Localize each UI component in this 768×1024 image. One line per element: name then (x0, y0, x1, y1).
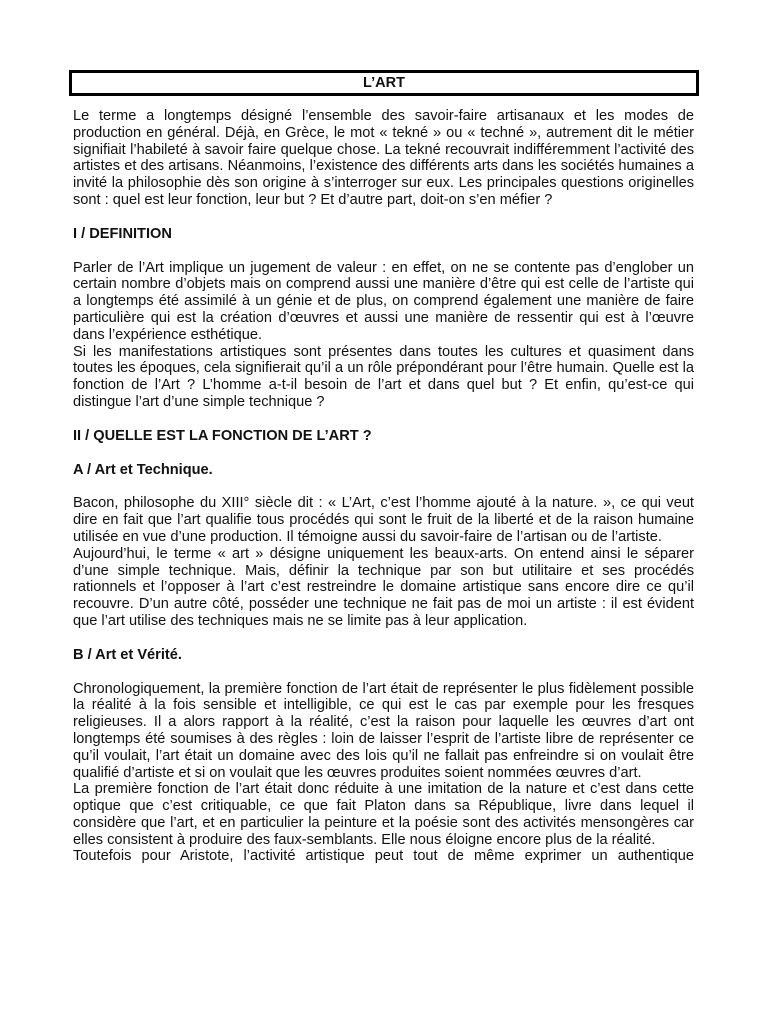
section-heading-definition: I / DEFINITION (73, 225, 172, 242)
subsection-heading-art-technique: A / Art et Technique. (73, 461, 213, 478)
art-technique-paragraph-1: Bacon, philosophe du XIII° siècle dit : « L’Art, c’est l’homme ajouté à la nature. », ce qui veut dire en fait que l’art qualifie tous procédés qui sont le fruit de la liberté et de la raison humaine utilisée en vue d’une production. Il témoigne aussi du savoir-faire de l’artisan ou de l’artiste. (73, 495, 694, 545)
spacer (73, 478, 694, 495)
spacer (73, 411, 694, 428)
section-heading-function: II / QUELLE EST LA FONCTION DE L’ART ? (73, 427, 372, 444)
page-title: L’ART (69, 70, 699, 96)
spacer (73, 445, 694, 462)
art-verite-paragraph-1: Chronologiquement, la première fonction de l’art était de représenter le plus fidèlement possible la réalité à la fois sensible et intelligible, ce qui est le cas par exemple pour les fresques religieuses. Il a alors rapport à la réalité, c’est la raison pour laquelle les œuvres d’art ont longtemps été soumises à des règles : loin de laisser l’esprit de l’artiste libre de représenter ce qu’il voulait, l’art était un domaine avec des lois qu’il ne fallait pas enfreindre si on voulait être qualifié d’artiste et si on voulait que les œuvres produites soient nommées œuvres d’art. (73, 680, 694, 781)
art-verite-paragraph-2: La première fonction de l’art était donc réduite à une imitation de la nature et c’est dans cette optique que c’est critiquable, ce que fait Platon dans sa République, livre dans lequel il considère que l’art, et en particulier la peinture et la poésie sont des activités mensongères car elles consistent à produire des faux-semblants. Elle nous éloigne encore plus de la réalité. (73, 781, 694, 848)
intro-paragraph: Le terme a longtemps désigné l’ensemble des savoir-faire artisanaux et les modes de production en général. Déjà, en Grèce, le mot « tekné » ou « techné », autrement dit le métier signifiait l’habileté à savoir faire quelque chose. La tekné recouvrait indifféremment l’activité des artistes et des artisans. Néanmoins, l’existence des différents arts dans les sociétés humaines a invité la philosophie dès son origine à s’interroger sur eux. Les principales questions originelles sont : quel est leur fonction, leur but ? Et d’autre part, doit-on s’en méfier ? (73, 108, 694, 208)
art-technique-paragraph-2: Aujourd’hui, le terme « art » désigne uniquement les beaux-arts. On entend ainsi le séparer d’une simple technique. Mais, définir la technique par son but utilitaire et ses procédés rationnels et l’opposer à l’art c’est restreindre le domaine artistique sans encore dire ce qu’il recouvre. D’un autre côté, posséder une technique ne fait pas de moi un artiste : il est évident que l’art utilise des techniques mais ne se limite pas à leur application. (73, 545, 694, 629)
document-body (73, 108, 694, 865)
spacer (73, 664, 694, 681)
spacer (73, 209, 694, 226)
spacer (73, 630, 694, 647)
definition-paragraph-1: Parler de l’Art implique un jugement de valeur : en effet, on ne se contente pas d’englober un certain nombre d’objets mais on comprend aussi une manière d’être qui est celle de l’artiste qui a longtemps été assimilé à un génie et de plus, on comprend également une manière de faire particulière qui est la création d’œuvres et aussi une manière de ressentir qui est à l’œuvre dans l’expérience esthétique. (73, 259, 694, 343)
subsection-heading-art-verite: B / Art et Vérité. (73, 646, 182, 663)
spacer (73, 243, 694, 260)
definition-paragraph-2: Si les manifestations artistiques sont présentes dans toutes les cultures et quasiment dans toutes les époques, cela signifierait qu’il a un rôle prépondérant pour l’être humain. Quelle est la fonction de l’Art ? L’homme a-t-il besoin de l’art et dans quel but ? Et enfin, qu’est-ce qui distingue l’art d’une simple technique ? (73, 343, 694, 410)
art-verite-paragraph-3: Toutefois pour Aristote, l’activité artistique peut tout de même exprimer un authentique (73, 848, 694, 865)
